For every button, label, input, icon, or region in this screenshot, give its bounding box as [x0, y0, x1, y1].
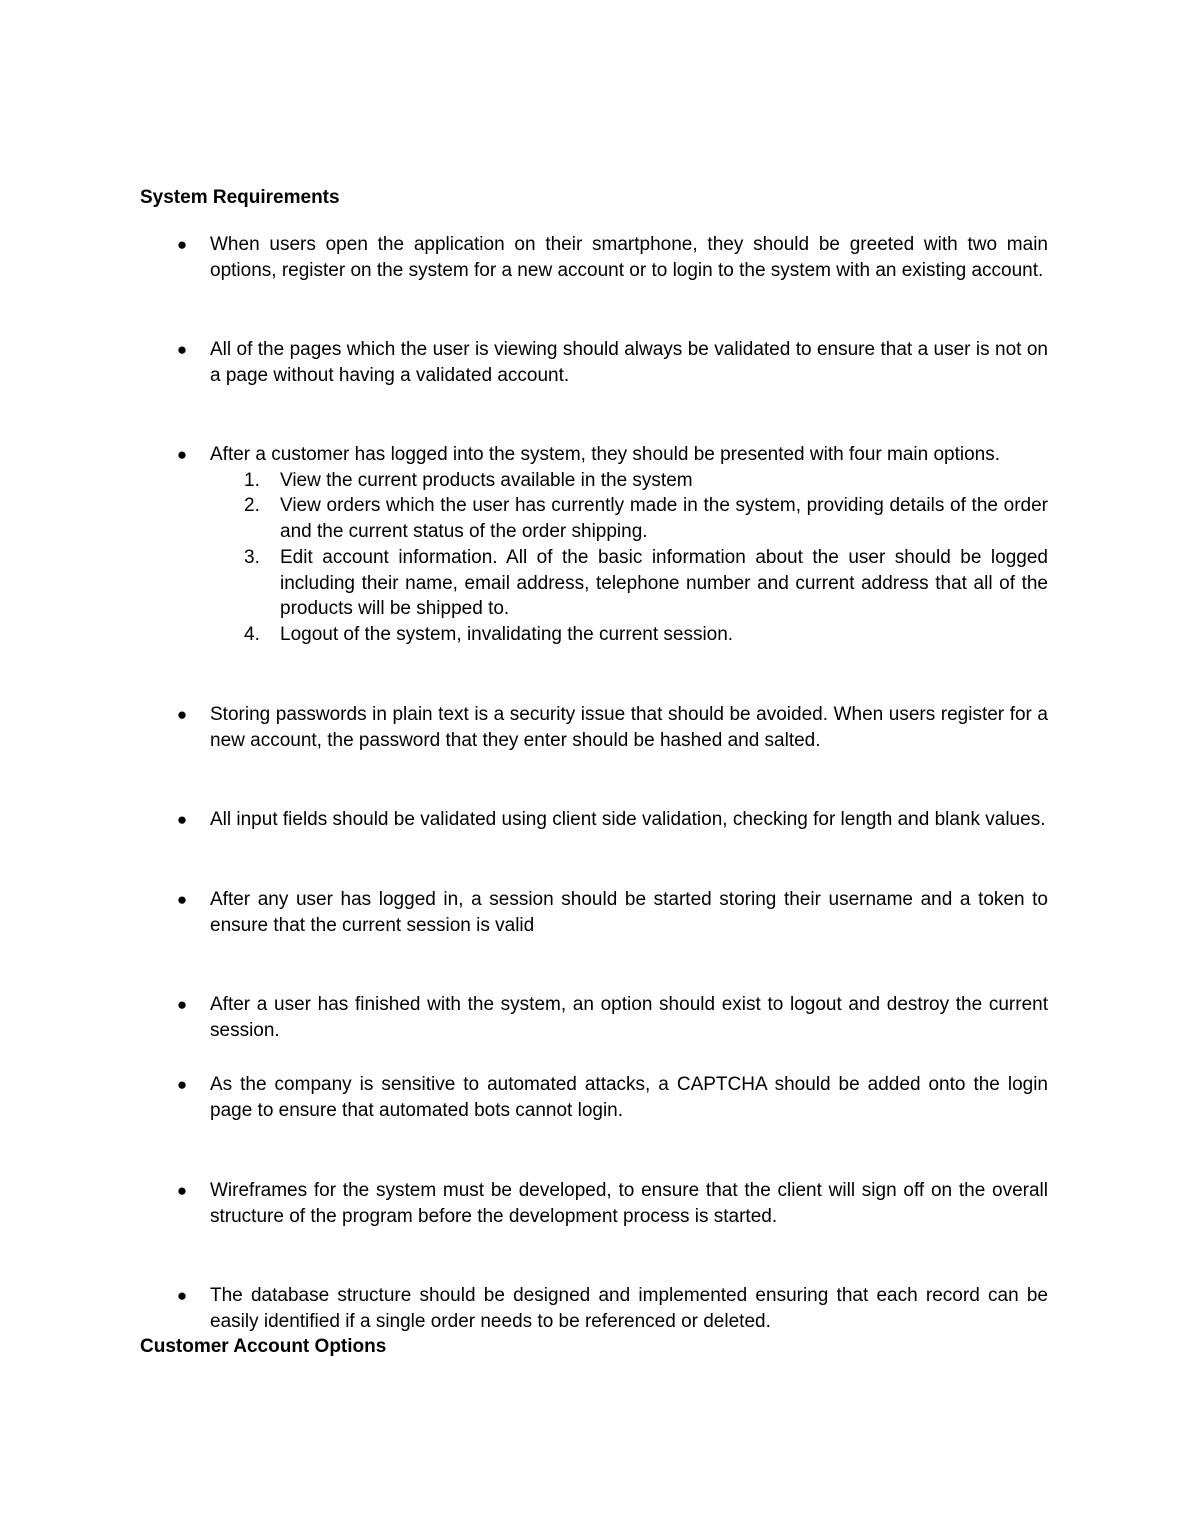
bullet-icon: ●: [176, 445, 188, 464]
requirement-item: [140, 702, 1048, 753]
list-item: [244, 622, 1048, 648]
requirement-item: [140, 807, 1048, 833]
bullet-icon: ●: [176, 340, 188, 359]
bullet-icon: ●: [176, 810, 188, 829]
bullet-icon: ●: [176, 1286, 188, 1305]
bullet-icon: ●: [176, 890, 188, 909]
list-number: 1.: [244, 469, 260, 491]
bullet-icon: ●: [176, 705, 188, 724]
list-item: [244, 468, 1048, 494]
list-item-text: Edit account information. All of the basic information about the user should be logged including their name, email address, telephone number and current address that all of the products will be shipped to.: [280, 546, 1048, 620]
bullet-icon: ●: [176, 1075, 188, 1094]
section-heading-system-requirements: System Requirements: [140, 187, 340, 208]
list-number: 4.: [244, 623, 260, 645]
requirement-item: [140, 1178, 1048, 1229]
requirement-text: Wireframes for the system must be developed, to ensure that the client will sign off on the overall structure of the program before the development process is started.: [210, 1180, 1048, 1227]
requirement-text: When users open the application on their smartphone, they should be greeted with two main options, register on the system for a new account or to login to the system with an existing account.: [210, 234, 1048, 281]
bullet-icon: ●: [176, 995, 188, 1014]
list-number: 2.: [244, 495, 260, 517]
list-item-text: View the current products available in the system: [280, 469, 693, 491]
requirement-item: [140, 232, 1048, 283]
requirement-item: [140, 887, 1048, 938]
list-item: [244, 493, 1048, 544]
requirement-text: As the company is sensitive to automated attacks, a CAPTCHA should be added onto the login page to ensure that automated bots cannot login.: [210, 1074, 1048, 1121]
requirement-item: [140, 1283, 1048, 1334]
list-item-text: Logout of the system, invalidating the current session.: [280, 623, 734, 645]
requirement-item: [140, 442, 1048, 648]
list-item: [244, 545, 1048, 622]
section-heading-customer-account-options: Customer Account Options: [140, 1336, 387, 1357]
list-number: 3.: [244, 546, 260, 568]
requirement-text: After a customer has logged into the system, they should be presented with four main options.: [210, 444, 1000, 465]
bullet-icon: ●: [176, 1181, 188, 1200]
customer-options-list: [140, 468, 1048, 648]
bullet-icon: ●: [176, 235, 188, 254]
requirement-text: All input fields should be validated using client side validation, checking for length and blank values.: [210, 809, 1046, 830]
requirement-text: The database structure should be designed and implemented ensuring that each record can be easily identified if a single order needs to be referenced or deleted.: [210, 1285, 1048, 1332]
requirement-text: After any user has logged in, a session should be started storing their username and a token to ensure that the current session is valid: [210, 889, 1048, 936]
requirement-item: [140, 1072, 1048, 1123]
requirement-item: [140, 992, 1048, 1043]
requirement-item: [140, 337, 1048, 388]
requirement-text: All of the pages which the user is viewing should always be validated to ensure that a user is not on a page without having a validated account.: [210, 339, 1048, 386]
requirement-text: Storing passwords in plain text is a security issue that should be avoided. When users register for a new account, the password that they enter should be hashed and salted.: [210, 704, 1048, 751]
list-item-text: View orders which the user has currently made in the system, providing details of the order and the current status of the order shipping.: [280, 495, 1048, 543]
requirement-text: After a user has finished with the system, an option should exist to logout and destroy the current session.: [210, 994, 1048, 1041]
